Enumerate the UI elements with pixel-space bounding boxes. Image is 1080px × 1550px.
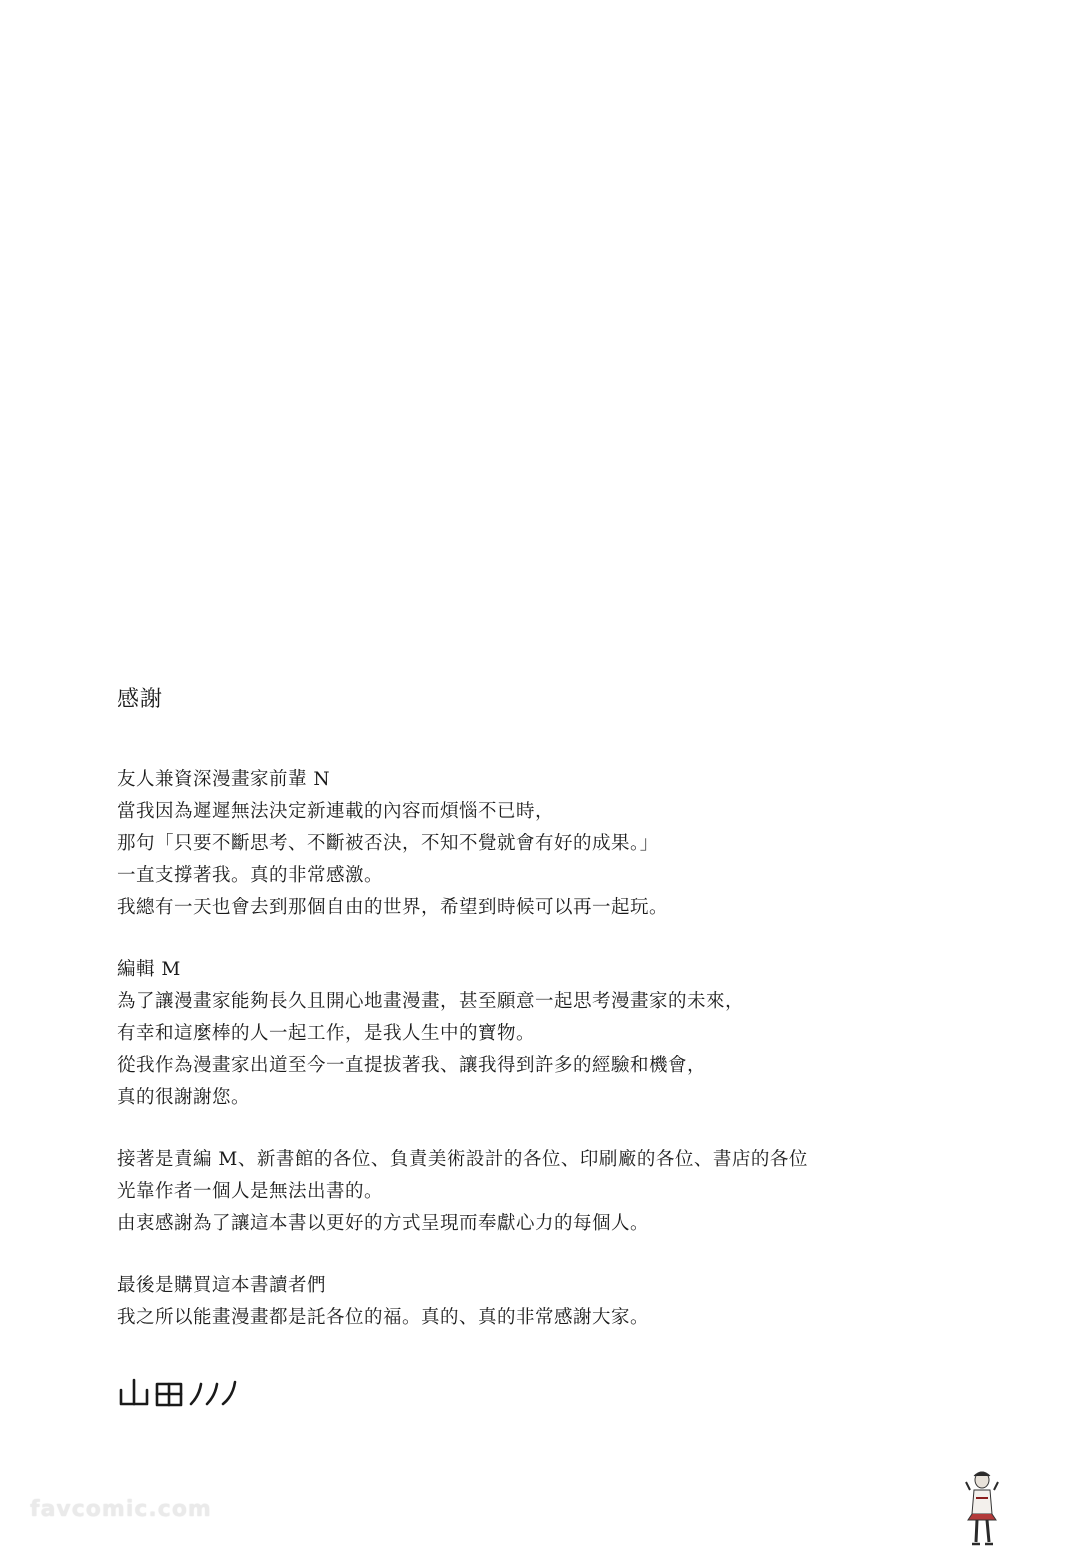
thanks-section-readers (117, 1270, 997, 1334)
text-line: 為了讓漫畫家能夠長久且開心地畫漫畫，甚至願意一起思考漫畫家的未來， (117, 991, 745, 1012)
text-line: 我之所以能畫漫畫都是託各位的福。真的、真的非常感謝大家。 (117, 1307, 650, 1328)
site-watermark: favcomic.com (30, 1497, 212, 1522)
text-line: 編輯 M (117, 959, 181, 980)
character-illustration (952, 1468, 1012, 1548)
text-line: 我總有一天也會去到那個自由的世界，希望到時候可以再一起玩。 (117, 897, 669, 918)
text-line: 當我因為遲遲無法決定新連載的內容而煩惱不已時， (117, 801, 555, 822)
thanks-section-friend (117, 764, 997, 924)
text-line: 一直支撐著我。真的非常感激。 (117, 865, 384, 886)
text-line: 由衷感謝為了讓這本書以更好的方式呈現而奉獻心力的每個人。 (117, 1213, 650, 1234)
text-line: 最後是購買這本書讀者們 (117, 1275, 327, 1296)
text-line: 光靠作者一個人是無法出書的。 (117, 1181, 384, 1202)
text-line: 那句「只要不斷思考、不斷被否決，不知不覺就會有好的成果。」 (117, 833, 659, 854)
text-line: 接著是責編 M、新書館的各位、負責美術設計的各位、印刷廠的各位、書店的各位 (117, 1149, 808, 1170)
text-line: 從我作為漫畫家出道至今一直提拔著我、讓我得到許多的經驗和機會， (117, 1055, 707, 1076)
text-line: 友人兼資深漫畫家前輩 N (117, 769, 331, 790)
text-line: 有幸和這麼棒的人一起工作，是我人生中的寶物。 (117, 1023, 536, 1044)
afterword-text (117, 684, 997, 1364)
thanks-section-staff (117, 1144, 997, 1240)
author-signature (117, 1372, 247, 1412)
page-title: 感謝 (117, 687, 164, 712)
text-line: 真的很謝謝您。 (117, 1087, 251, 1108)
thanks-section-editor (117, 954, 997, 1114)
